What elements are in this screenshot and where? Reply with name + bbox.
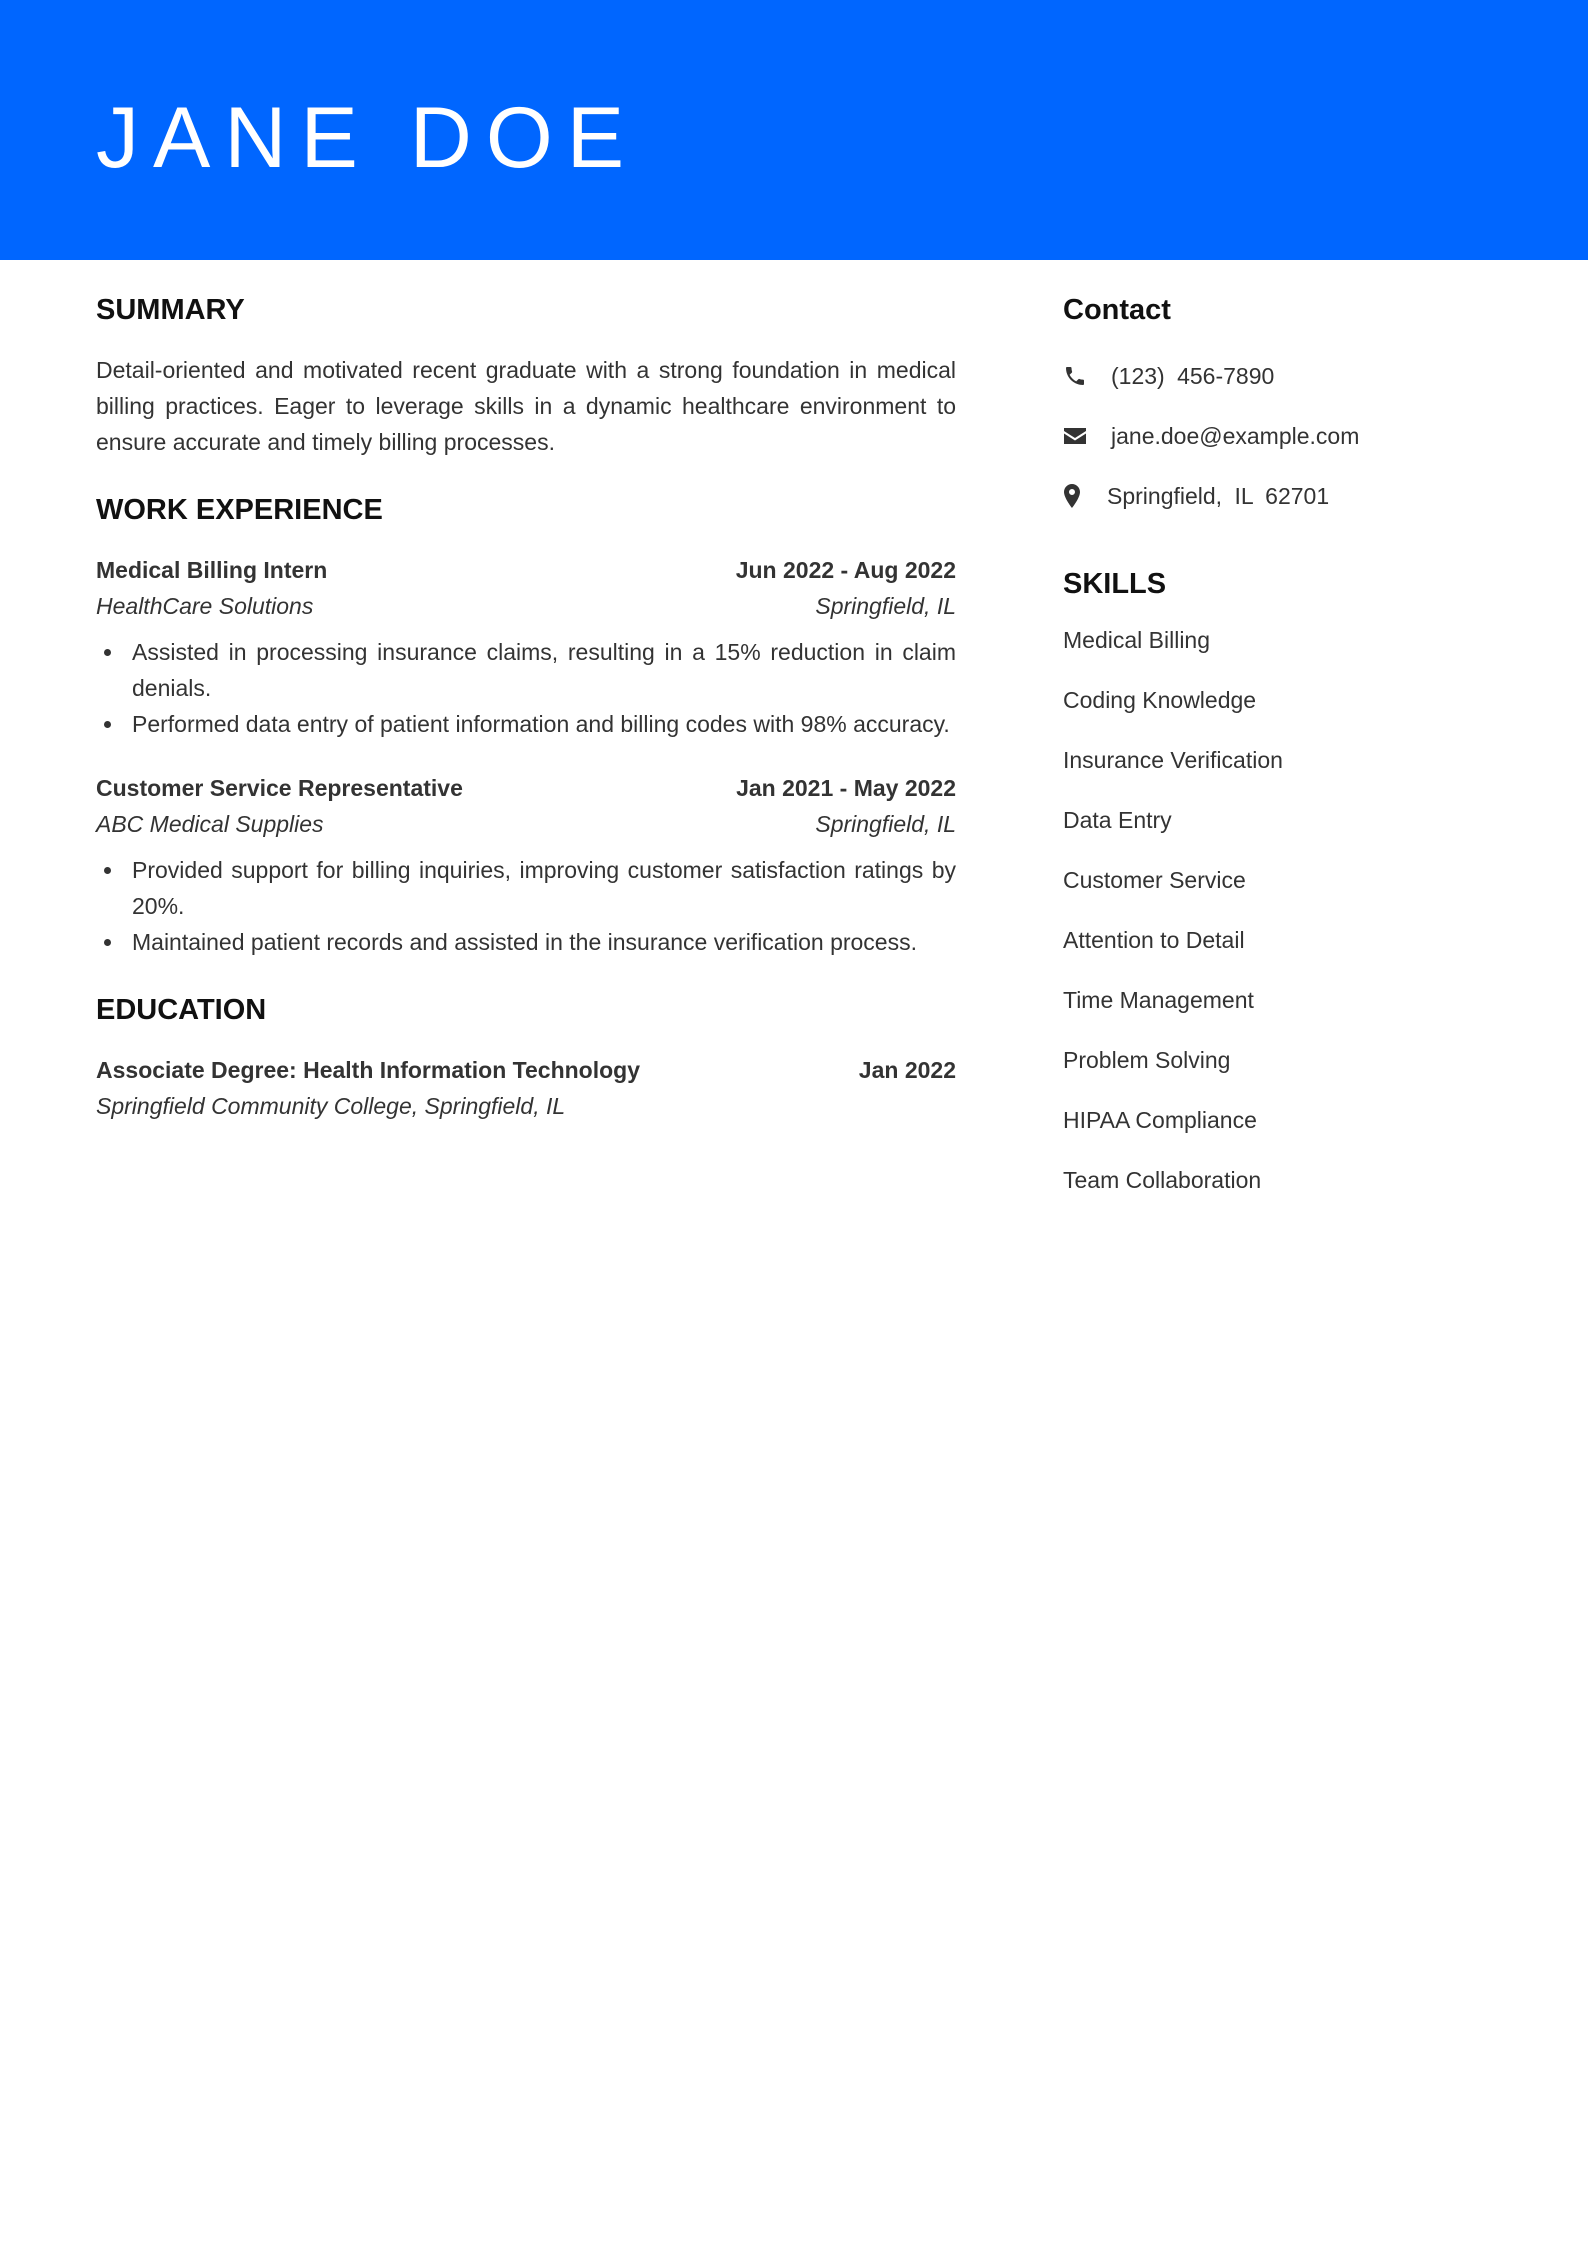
education-heading: EDUCATION [96,994,267,1026]
degree-name: Associate Degree: Health Information Technology [96,1057,641,1083]
bullet-item: Performed data entry of patient information and billing codes with 98% accuracy. [96,706,956,742]
skill-item: Data Entry [1063,807,1172,833]
contact-location [1063,478,1503,514]
job-role: Medical Billing Intern [96,557,328,583]
job-dates: Jun 2022 - Aug 2022 [735,557,956,583]
job-entry [96,552,956,742]
contact-list [1063,358,1503,514]
candidate-name: JANE DOE [96,90,639,186]
envelope-icon [1063,421,1093,451]
main-column [96,290,956,1124]
bullet-item: Provided support for billing inquiries, improving customer satisfaction ratings by 20%. [96,852,956,924]
skill-item: Medical Billing [1063,627,1211,653]
summary-heading: SUMMARY [96,294,245,326]
skill-item: Attention to Detail [1063,927,1245,953]
skill-item: Coding Knowledge [1063,687,1257,713]
contact-phone [1063,358,1503,394]
skill-item: HIPAA Compliance [1063,1107,1257,1133]
skills-section [1063,564,1503,1198]
skills-heading: SKILLS [1063,568,1167,600]
job-role: Customer Service Representative [96,775,463,801]
email-address: jane.doe@example.com [1111,422,1360,449]
education-entry [96,1052,956,1124]
phone-icon [1063,361,1093,391]
summary-section [96,290,956,460]
job-location: Springfield, IL [815,593,956,619]
location-text: Springfield, IL 62701 [1107,482,1330,509]
bullet-item: Assisted in processing insurance claims, resulting in a 15% reduction in claim denials. [96,634,956,706]
sidebar-column [1063,290,1503,1222]
job-company: ABC Medical Supplies [96,811,324,837]
bullet-item: Maintained patient records and assisted in the insurance verification process. [96,924,956,960]
contact-heading: Contact [1063,294,1171,326]
job-bullets [96,634,956,742]
job-dates: Jan 2021 - May 2022 [736,775,956,801]
skill-item: Customer Service [1063,867,1246,893]
work-experience-section [96,490,956,960]
contact-email [1063,418,1503,454]
bullet-dot [104,867,111,874]
degree-date: Jan 2022 [858,1057,956,1083]
phone-number: (123) 456-7890 [1111,362,1275,389]
skill-item: Time Management [1063,987,1254,1013]
map-pin-icon [1063,481,1093,511]
job-location: Springfield, IL [815,811,956,837]
skill-item: Insurance Verification [1063,747,1283,773]
skill-item: Team Collaboration [1063,1167,1262,1193]
bullet-dot [104,721,111,728]
education-section [96,990,956,1124]
header-banner [0,0,1588,260]
contact-section [1063,290,1503,514]
school-name: Springfield Community College, Springfield, IL [96,1093,566,1119]
job-bullets [96,852,956,960]
job-entry [96,770,956,960]
bullet-dot [104,649,111,656]
job-company: HealthCare Solutions [96,593,314,619]
skills-list [1063,622,1503,1198]
work-experience-heading: WORK EXPERIENCE [96,494,383,526]
summary-text: Detail-oriented and motivated recent graduate with a strong foundation in medical billing practices. Eager to leverage skills in a dynamic healthcare environment to ensure accurate and timely billing processes. [96,357,956,455]
bullet-dot [104,939,111,946]
skill-item: Problem Solving [1063,1047,1231,1073]
